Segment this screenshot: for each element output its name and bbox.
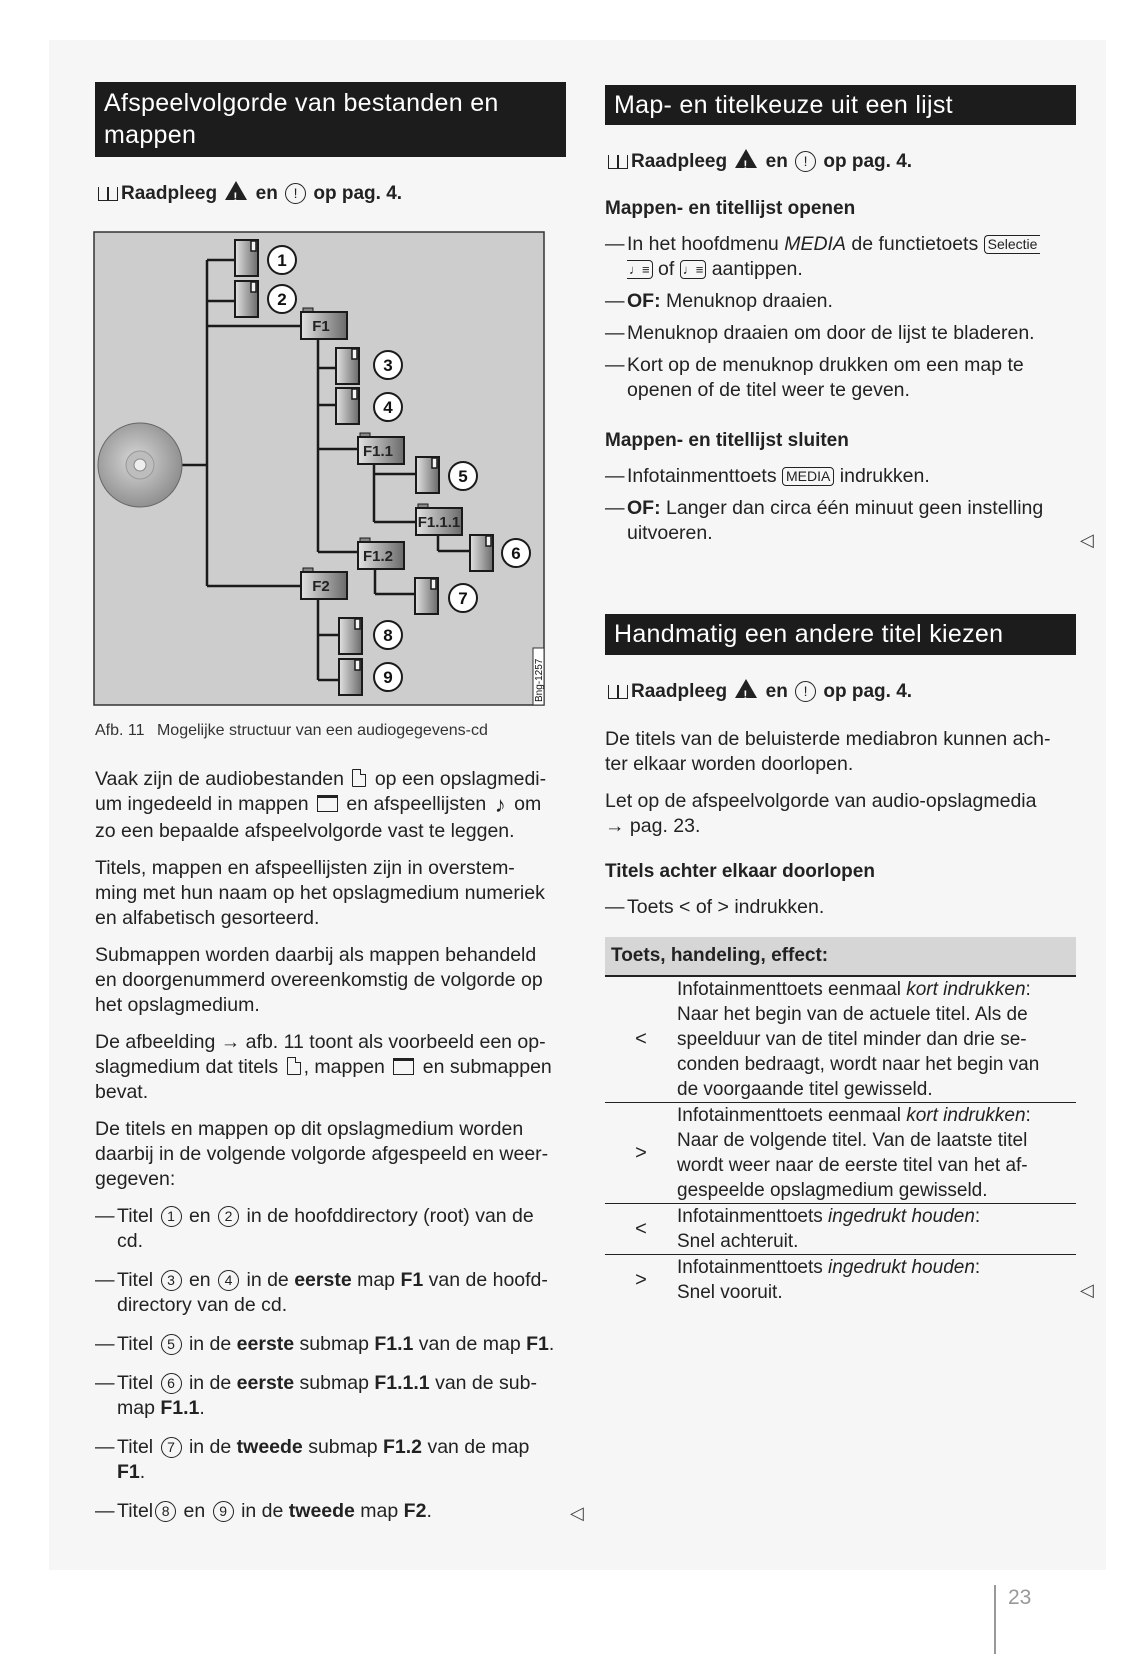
folder-label: F1.2 (362, 548, 394, 565)
book-icon (608, 685, 628, 699)
text-run: Titel (117, 1205, 159, 1227)
text-run: en alfabetisch gesorteerd. (95, 907, 320, 929)
text-run: cd. (117, 1230, 144, 1252)
key-label: MEDIA (782, 467, 834, 486)
italic-text: MEDIA (784, 233, 846, 255)
text-run: Infotainmenttoets (677, 1257, 829, 1278)
text-run: Raadpleeg (631, 681, 733, 702)
text-run: in de (183, 1372, 237, 1394)
paragraph (95, 1030, 570, 1105)
circled-number: 9 (213, 1501, 234, 1522)
text-run: map (351, 1269, 401, 1291)
warning-icon (735, 149, 757, 168)
text-run: en (183, 1269, 217, 1291)
text-run: ter elkaar worden doorlopen. (605, 753, 854, 775)
text-run: in de (183, 1436, 237, 1458)
file-corner (431, 579, 436, 589)
paragraph (605, 789, 1085, 839)
list-dash: — (95, 1372, 115, 1394)
list-dash: — (95, 1269, 115, 1291)
list-item (95, 1204, 570, 1254)
folder-label: F1 (312, 318, 330, 335)
text-run: Toets < of > indrukken. (627, 896, 825, 918)
bold-text: F1.1 (160, 1397, 200, 1419)
text-run: Infotainmenttoets (627, 465, 783, 487)
folder-label: F1.1.1 (417, 514, 461, 531)
text-run: De titels van de beluisterde mediabron kunnen ach- (605, 728, 1051, 750)
figure-caption-text: Mogelijke structuur van een audiogegevens-cd (156, 722, 488, 739)
folder-label: F2 (312, 578, 330, 595)
text-run: Submappen worden daarbij als mappen behandeld (95, 944, 537, 966)
title-number: 5 (458, 467, 468, 486)
page-number-divider (994, 1585, 996, 1654)
close-list-steps (605, 464, 1085, 553)
paragraph (95, 856, 570, 931)
text-run: Infotainmenttoets eenmaal (677, 1105, 907, 1126)
text-run: en (250, 183, 284, 204)
text-run: Titel (117, 1333, 159, 1355)
section-heading-manual-title: Handmatig een andere titel kiezen (605, 614, 1076, 655)
text-run: , mappen (303, 1056, 391, 1078)
text-run: op pag. 4. (818, 681, 913, 702)
bold-text: tweede (288, 1500, 355, 1522)
paragraph (95, 1117, 570, 1192)
list-item (605, 321, 1085, 346)
text-run: : (1025, 979, 1031, 1000)
file-corner (486, 536, 491, 546)
text-run: en (760, 681, 794, 702)
figure-code: Bng-1257 (534, 658, 545, 702)
title-number: 6 (511, 544, 521, 563)
left-body (95, 767, 570, 1538)
text-run: op een opslagmedi- (369, 768, 547, 790)
text-run: de voorgaande titel gewisseld. (677, 1079, 933, 1100)
text-run: in de (183, 1333, 237, 1355)
key-label: Selectie (984, 235, 1041, 254)
key-action-table (605, 937, 1076, 1305)
file-corner (355, 660, 360, 670)
text-run: map (354, 1500, 404, 1522)
bold-text: F2 (403, 1500, 427, 1522)
text-run: Titel (117, 1372, 159, 1394)
text-run: Raadpleeg (121, 183, 223, 204)
text-run: Langer dan circa één minuut geen instelling (660, 497, 1044, 519)
bold-text: tweede (236, 1436, 303, 1458)
text-run: op pag. 4. (818, 151, 913, 172)
text-run: map (117, 1397, 161, 1419)
text-run: Snel vooruit. (677, 1282, 783, 1303)
text-run: Titel (117, 1500, 154, 1522)
text-run: submap (294, 1333, 375, 1355)
list-dash: — (605, 354, 625, 376)
bold-text: F1 (400, 1269, 424, 1291)
list-item (605, 289, 1085, 314)
safety-reference (605, 149, 1085, 174)
folder-icon (317, 795, 338, 812)
italic-text: kort indrukken (906, 1105, 1026, 1126)
action-effect (677, 1204, 1076, 1255)
list-dash: — (605, 322, 625, 344)
key-symbol: < (605, 1204, 677, 1255)
text-run: in de (241, 1269, 295, 1291)
text-run: en (178, 1500, 211, 1522)
bold-text: F1.1.1 (374, 1372, 430, 1394)
bold-text: F1 (117, 1461, 140, 1483)
figure-label: Afb. 11 (95, 722, 145, 739)
text-run: Titels, mappen en afspeellijsten zijn in overstem- (95, 857, 515, 879)
key-symbol: < (605, 976, 677, 1103)
text-run: submap (294, 1372, 375, 1394)
text-run: . (199, 1397, 205, 1419)
text-run: Menuknop draaien. (660, 290, 833, 312)
bold-text: eerste (236, 1333, 295, 1355)
list-dash: — (95, 1333, 115, 1355)
circled-number: 7 (161, 1437, 182, 1458)
bold-text: eerste (236, 1372, 295, 1394)
list-item (605, 464, 1085, 489)
text-run: De afbeelding → afb. 11 toont als voorbeeld een op- (95, 1031, 546, 1053)
bold-text: F1.1 (374, 1333, 414, 1355)
text-run: uitvoeren. (627, 522, 713, 544)
text-run: om (508, 793, 542, 815)
list-item (605, 232, 1085, 282)
text-run: en (760, 151, 794, 172)
page-number: 23 (1008, 1586, 1032, 1609)
title-number: 9 (383, 668, 393, 687)
text-run: Kort op de menuknop drukken om een map te (627, 354, 1024, 376)
circled-number: 6 (161, 1373, 182, 1394)
section-heading-playback-order: Afspeelvolgorde van bestanden en mappen (95, 82, 566, 157)
text-run: Naar het begin van de actuele titel. Als de (677, 1004, 1028, 1025)
cd-structure-diagram (90, 220, 550, 720)
title-number: 8 (383, 626, 393, 645)
list-dash: — (605, 497, 625, 519)
text-run: directory van de cd. (117, 1294, 288, 1316)
file-icon (287, 1057, 301, 1075)
text-run: en submappen (417, 1056, 552, 1078)
circled-number: 2 (218, 1206, 239, 1227)
text-run: Naar de volgende titel. Van de laatste titel (677, 1130, 1028, 1151)
list-dash: — (95, 1500, 115, 1522)
title-number: 3 (383, 356, 393, 375)
subheading-sequential: Titels achter elkaar doorlopen (605, 861, 875, 882)
left-paragraphs (95, 767, 570, 1192)
music-note-icon (495, 792, 506, 819)
text-run: In het hoofdmenu (627, 233, 785, 255)
text-run: Let op de afspeelvolgorde van audio-opslagmedia (605, 790, 1037, 812)
action-effect (677, 1103, 1076, 1204)
title-number: 1 (277, 251, 287, 270)
cd-disc-hole (134, 459, 146, 471)
list-item (95, 1435, 570, 1485)
text-run: en doorgenummerd overeenkomstig de volgorde op (95, 969, 543, 991)
sequential-steps (605, 895, 1085, 927)
bold-text: eerste (294, 1269, 352, 1291)
list-item (95, 1499, 570, 1524)
file-corner (352, 349, 357, 359)
subheading-close-list: Mappen- en titellijst sluiten (605, 430, 849, 451)
playback-order-list (95, 1204, 570, 1524)
text-run: de functietoets (845, 233, 984, 255)
list-item (95, 1371, 570, 1421)
text-run: aantippen. (706, 258, 803, 280)
text-run: → pag. 23. (605, 815, 701, 837)
text-run: submap (302, 1436, 383, 1458)
text-run: slagmedium dat titels (95, 1056, 284, 1078)
list-dash: — (605, 233, 625, 255)
text-run: gegeven: (95, 1168, 176, 1190)
text-run: van de map (413, 1333, 527, 1355)
list-dash: — (95, 1436, 115, 1458)
text-run: . (426, 1500, 432, 1522)
book-icon (608, 155, 628, 169)
list-item (605, 496, 1085, 546)
bold-text: OF: (627, 290, 661, 312)
italic-text: ingedrukt houden (828, 1257, 975, 1278)
title-number: 7 (458, 589, 468, 608)
italic-text: kort indrukken (906, 979, 1026, 1000)
text-run: Titel (117, 1269, 159, 1291)
file-icon (352, 769, 366, 787)
bold-text: F1.2 (383, 1436, 423, 1458)
safety-reference (605, 679, 1085, 704)
list-item (95, 1268, 570, 1318)
action-effect (677, 976, 1076, 1103)
warning-icon (225, 181, 247, 200)
text-run: en afspeellijsten (341, 793, 492, 815)
paragraph (95, 767, 570, 844)
text-run: . (139, 1461, 146, 1483)
text-run: bevat. (95, 1081, 149, 1103)
list-item (605, 895, 1085, 920)
text-run: Raadpleeg (631, 151, 733, 172)
paragraph (95, 943, 570, 1018)
text-run: openen of de titel weer te geven. (627, 379, 910, 401)
circled-number: 3 (161, 1270, 182, 1291)
list-dash: — (95, 1205, 115, 1227)
list-dash: — (605, 896, 625, 918)
key-symbol: > (605, 1103, 677, 1204)
manual-title-paragraphs (605, 727, 1085, 851)
file-corner (355, 619, 360, 629)
text-run: daarbij in de volgende volgorde afgespeeld en weer- (95, 1143, 549, 1165)
file-corner (251, 282, 256, 292)
figure-caption (95, 722, 488, 740)
table-row (605, 1255, 1076, 1306)
text-run: indrukken. (834, 465, 930, 487)
warning-icon (735, 679, 757, 698)
circled-number: ! (795, 151, 816, 172)
text-run: of (652, 258, 680, 280)
subheading-open-list: Mappen- en titellijst openen (605, 198, 856, 219)
section-heading-list-selection: Map- en titelkeuze uit een lijst (605, 85, 1076, 125)
text-run: um ingedeeld in mappen (95, 793, 314, 815)
circled-number: 1 (161, 1206, 182, 1227)
file-corner (251, 241, 256, 251)
end-of-section-icon: ◁ (1080, 1280, 1094, 1300)
text-run: Titel (117, 1436, 159, 1458)
text-run: conden bedraagt, wordt naar het begin van (677, 1054, 1040, 1075)
text-run: Infotainmenttoets eenmaal (677, 979, 907, 1000)
end-of-section-icon: ◁ (570, 1503, 584, 1523)
text-run: op pag. 4. (308, 183, 403, 204)
bold-text: F1 (526, 1333, 549, 1355)
file-corner (432, 458, 437, 468)
bold-text: OF: (627, 497, 661, 519)
key-symbol: > (635, 1268, 647, 1291)
list-dash: — (605, 465, 625, 487)
text-run: . (548, 1333, 555, 1355)
table-row (605, 976, 1076, 1103)
list-dash: — (605, 290, 625, 312)
paragraph (605, 727, 1085, 777)
table-row (605, 1204, 1076, 1255)
circled-number: 4 (218, 1270, 239, 1291)
list-item (95, 1332, 570, 1357)
open-list-steps (605, 232, 1085, 410)
text-run: ming met hun naam op het opslagmedium numeriek (95, 882, 545, 904)
text-run: en (183, 1205, 217, 1227)
text-run: : (1025, 1105, 1031, 1126)
circled-number: 5 (161, 1334, 182, 1355)
action-effect (677, 1255, 1076, 1306)
text-run: : (974, 1257, 981, 1278)
list-item (605, 353, 1085, 403)
text-run: wordt weer naar de eerste titel van het af- (677, 1155, 1028, 1176)
text-run: Vaak zijn de audiobestanden (95, 768, 350, 790)
text-run: in de hoofddirectory (root) van de (241, 1205, 534, 1227)
text-run: Infotainmenttoets (677, 1206, 829, 1227)
text-run: speelduur van de titel minder dan drie se- (677, 1029, 1027, 1050)
text-run: van de sub- (429, 1372, 537, 1394)
circled-number: ! (285, 183, 306, 204)
text-run: Snel achteruit. (677, 1231, 799, 1252)
circled-number: 8 (155, 1501, 176, 1522)
text-run: van de map (422, 1436, 530, 1458)
playlist-button-icon (680, 260, 707, 279)
text-run: in de (235, 1500, 289, 1522)
text-run: : (974, 1206, 981, 1227)
book-icon (98, 187, 118, 201)
text-run: het opslagmedium. (95, 994, 260, 1016)
text-run: Menuknop draaien om door de lijst te bladeren. (627, 322, 1035, 344)
folder-label: F1.1 (362, 443, 394, 460)
circled-number: ! (795, 681, 816, 702)
text-run: van de hoofd- (423, 1269, 548, 1291)
safety-reference (95, 181, 570, 206)
table-row (605, 1103, 1076, 1204)
text-run: zo een bepaalde afspeelvolgorde vast te leggen. (95, 820, 515, 842)
folder-icon (393, 1058, 414, 1075)
end-of-section-icon: ◁ (1080, 530, 1094, 550)
title-number: 2 (277, 290, 287, 309)
text-run: De titels en mappen op dit opslagmedium worden (95, 1118, 524, 1140)
table-header: Toets, handeling, effect: (605, 937, 1076, 976)
file-corner (352, 389, 357, 399)
title-number: 4 (383, 398, 393, 417)
playlist-key-icon (627, 260, 653, 279)
text-run: gespeelde opslagmedium gewisseld. (677, 1180, 988, 1201)
italic-text: ingedrukt houden (828, 1206, 975, 1227)
